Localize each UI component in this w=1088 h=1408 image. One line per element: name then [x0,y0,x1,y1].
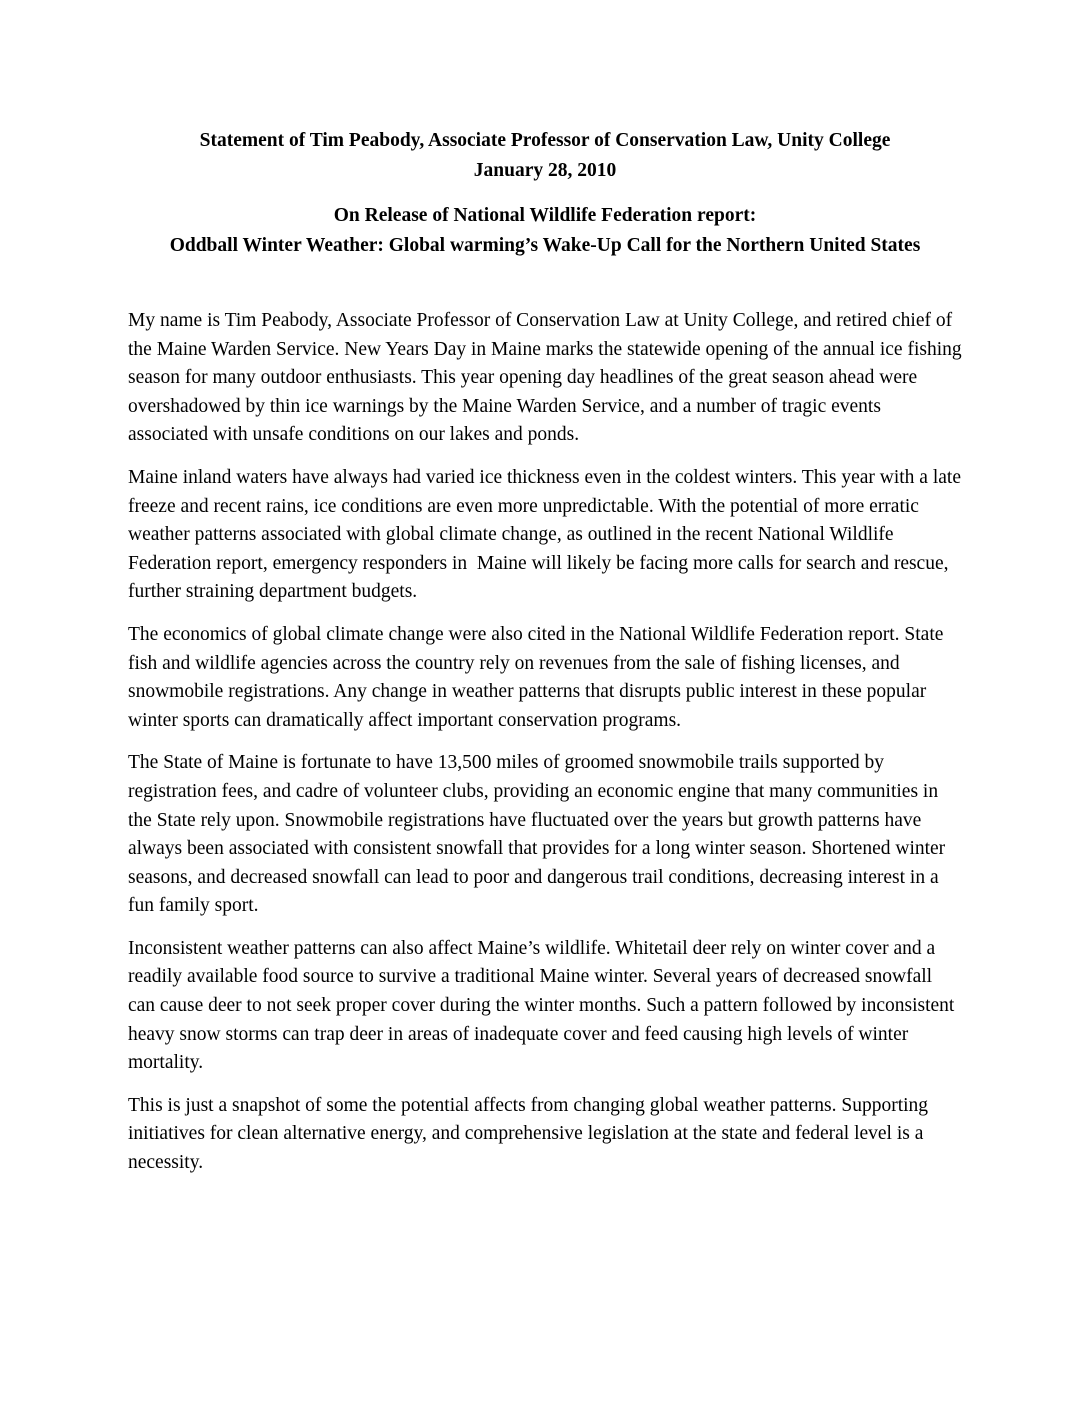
paragraph-snowmobile-trails: The State of Maine is fortunate to have 13,500 miles of groomed snowmobile trails supported by registration fees, and cadre of volunteer clubs, providing an economic engine that many communities in the State rely upon. Snowmobile registrations have fluctuated over the years but growth patterns have always been associated with consistent snowfall that provides for a long winter season. Shortened winter seasons, and decreased snowfall can lead to poor and dangerous trail conditions, decreasing interest in a fun family sport. [128,752,951,917]
paragraph-wildlife: Inconsistent weather patterns can also affect Maine’s wildlife. Whitetail deer rely on winter cover and a readily available food source to survive a traditional Maine winter. Several years of decreased snowfall can cause deer to not seek proper cover during the winter months. Such a pattern followed by inconsistent heavy snow storms can trap deer in areas of inadequate cover and feed causing high levels of winter mortality. [128,937,960,1074]
paragraph-conclusion: This is just a snapshot of some the potential affects from changing global weather patterns. Supporting initiatives for clean alternative energy, and comprehensive legislation at the state and federal level is a necessity. [128,1094,933,1174]
report-release-line: On Release of National Wildlife Federation report: [333,205,757,226]
body-spacer [128,261,962,307]
report-title-line: Oddball Winter Weather: Global warming’s Wake-Up Call for the Northern United States [169,235,921,256]
paragraph-economics: The economics of global climate change were also cited in the National Wildlife Federation report. State fish and wildlife agencies across the country rely on revenues from the sale of fishing licenses, and snowmobile registrations. Any change in weather patterns that disrupts public interest in these popular winter sports can dramatically affect important conservation programs. [128,623,949,731]
statement-title: Statement of Tim Peabody, Associate Professor of Conservation Law, Unity College [199,130,891,151]
heading-spacer [128,186,962,201]
paragraph-ice-conditions: Maine inland waters have always had varied ice thickness even in the coldest winters. This year with a late freeze and recent rains, ice conditions are even more unpredictable. With the potential of more erratic weather patterns associated with global climate change, as outlined in the recent National Wildlife Federation report, emergency responders in Maine will likely be facing more calls for search and rescue, further straining department budgets. [128,466,966,603]
paragraph-introduction: My name is Tim Peabody, Associate Professor of Conservation Law at Unity College, and retired chief of the Maine Warden Service. New Years Day in Maine marks the statewide opening of the annual ice fishing season for many outdoor enthusiasts. This year opening day headlines of the great season ahead were overshadowed by thin ice warnings by the Maine Warden Service, and a number of tragic events associated with unsafe conditions on our lakes and ponds. [128,310,967,446]
statement-date: January 28, 2010 [473,160,617,181]
